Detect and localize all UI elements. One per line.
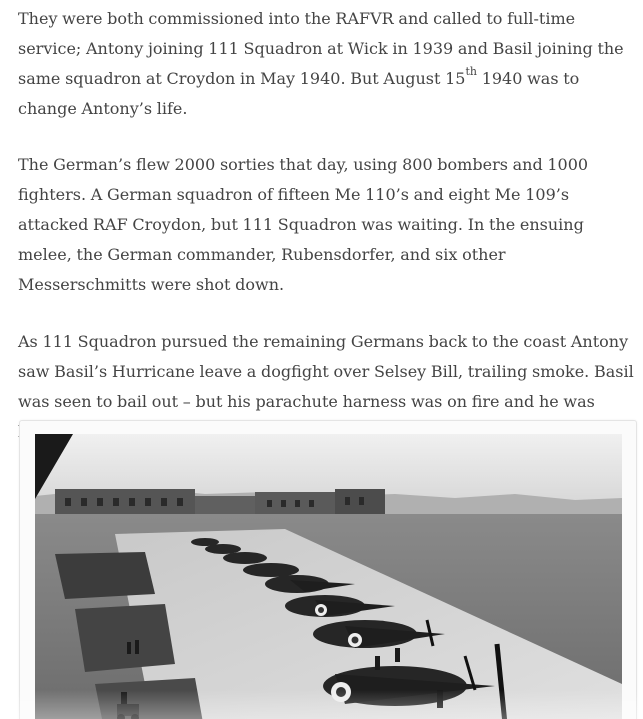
- paragraph-1-text: They were both commissioned into the RAFVR and called to full-time service; Antony joining 111 Squadron at Wick in 1939 and Basil joining the same squadron at Croydon in May 1940. But August 15: [18, 9, 624, 88]
- ordinal-suffix: th: [465, 64, 478, 78]
- hurricane-squadron-photo: [35, 434, 622, 719]
- paragraph-1-text-end: 1940 was to change Antony’s life.: [18, 69, 580, 118]
- paragraph-2: The German’s flew 2000 sorties that day, using 800 bombers and 1000 fighters. A German squadron of fifteen Me 110’s and eight Me 109’s attacked RAF Croydon, but 111 Squadron was waiting. In the ensuing melee, the German commander, Rubensdorfer, and six other Messerschmitts were shot down.: [18, 155, 589, 294]
- photo-figure: [19, 420, 637, 719]
- paragraph-1: [0, 0, 643, 124]
- paragraph-3: As 111 Squadron pursued the remaining Germans back to the coast Antony saw Basil’s Hurricane leave a dogfight over Selsey Bill, trailing smoke. Basil was seen to bail out – but his parachute harness was on fire and he was: [18, 332, 634, 411]
- photo-illustration: [35, 434, 622, 719]
